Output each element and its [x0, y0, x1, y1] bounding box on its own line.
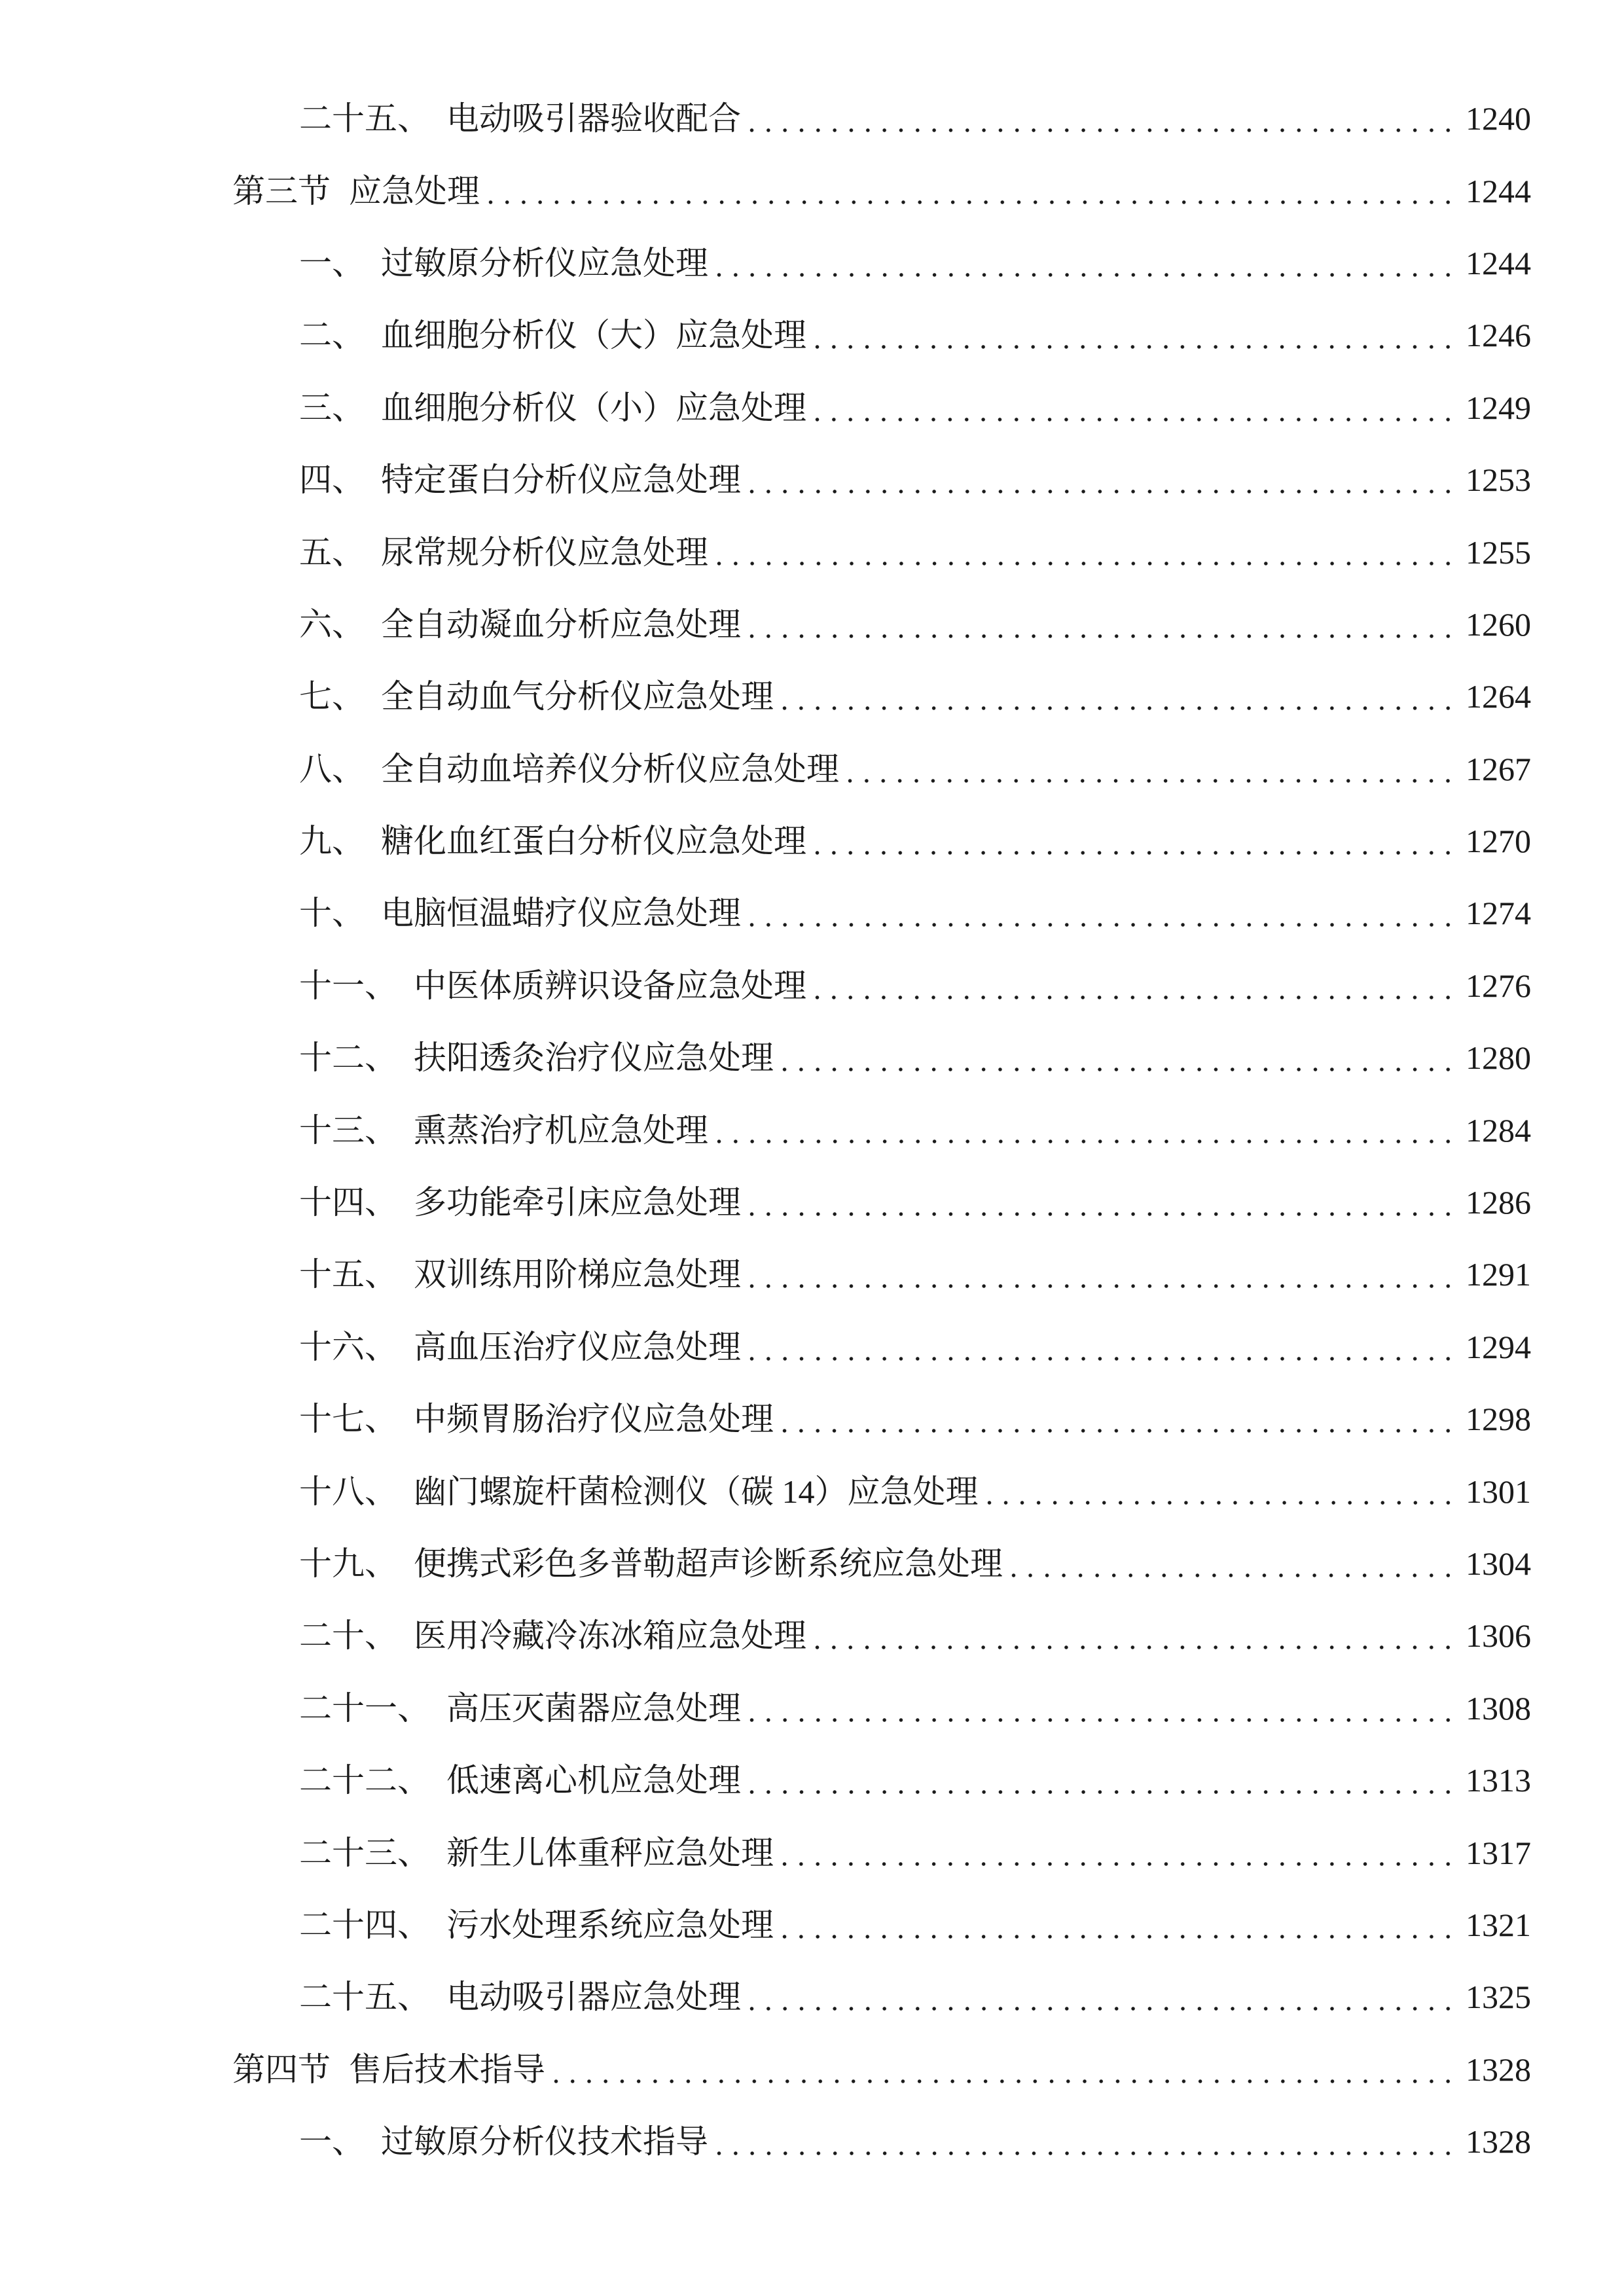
- toc-entry-page-number: 1264: [1466, 678, 1531, 715]
- dot-leader: [744, 1166, 1456, 1238]
- toc-entry-page-number: 1286: [1466, 1184, 1531, 1221]
- dot-leader: [776, 1383, 1456, 1455]
- toc-entry-number: 十九、: [299, 1545, 397, 1582]
- toc-entry-page-number: 1328: [1466, 2123, 1531, 2161]
- toc-entry[interactable]: [0, 1238, 1531, 1310]
- toc-entry-number: 十七、: [299, 1401, 397, 1438]
- toc-entry[interactable]: [0, 1383, 1531, 1455]
- dot-leader: [711, 2106, 1456, 2178]
- toc-entry-page-number: 1306: [1466, 1617, 1531, 1655]
- toc-entry-title: 医用冷藏冷冻冰箱应急处理: [414, 1617, 806, 1655]
- toc-entry[interactable]: [0, 733, 1531, 805]
- toc-entry-title: 幽门螺旋杆菌检测仪（碳 14）应急处理: [414, 1473, 979, 1510]
- toc-entry-number: 十一、: [299, 967, 397, 1004]
- toc-entry-page-number: 1240: [1466, 100, 1531, 137]
- toc-entry[interactable]: [0, 1455, 1531, 1527]
- dot-leader: [1005, 1528, 1456, 1600]
- toc-entry-number: 七、: [299, 678, 365, 715]
- toc-entry[interactable]: [0, 299, 1531, 371]
- toc-entry[interactable]: [0, 82, 1531, 154]
- toc-entry-page-number: 1291: [1466, 1256, 1531, 1293]
- toc-entry-page-number: 1270: [1466, 823, 1531, 860]
- toc-entry-number: 四、: [299, 461, 365, 499]
- toc-entry-page-number: 1255: [1466, 533, 1531, 571]
- toc-entry[interactable]: [0, 1022, 1531, 1094]
- toc-entry-title: 扶阳透灸治疗仪应急处理: [414, 1039, 774, 1077]
- dot-leader: [744, 588, 1456, 660]
- toc-entry-number: 五、: [299, 533, 365, 571]
- toc-entry-page-number: 1280: [1466, 1039, 1531, 1077]
- dot-leader: [744, 1672, 1456, 1744]
- dot-leader: [711, 516, 1456, 588]
- toc-section-heading[interactable]: [0, 2034, 1531, 2106]
- dot-leader: [776, 1889, 1456, 1961]
- toc-entry[interactable]: [0, 660, 1531, 732]
- toc-entry-number: 一、: [299, 2123, 365, 2161]
- toc-entry[interactable]: [0, 1672, 1531, 1744]
- toc-entry-title: 新生儿体重秤应急处理: [446, 1834, 774, 1871]
- toc-entry-title: 全自动血气分析仪应急处理: [381, 678, 774, 715]
- toc-entry-title: 污水处理系统应急处理: [446, 1906, 774, 1943]
- toc-entry[interactable]: [0, 588, 1531, 660]
- toc-entry-number: 二十四、: [299, 1906, 430, 1943]
- toc-entry[interactable]: [0, 1166, 1531, 1238]
- toc-entry-title: 全自动血培养仪分析仪应急处理: [381, 750, 839, 787]
- toc-entry-page-number: 1249: [1466, 389, 1531, 426]
- toc-entry-number: 十五、: [299, 1256, 397, 1293]
- toc-entry-title: 中医体质辨识设备应急处理: [414, 967, 806, 1004]
- dot-leader: [809, 950, 1456, 1022]
- toc-entry-title: 电动吸引器应急处理: [446, 1979, 741, 2016]
- toc-entry-title: 电动吸引器验收配合: [446, 100, 741, 137]
- toc-entry[interactable]: [0, 1094, 1531, 1166]
- toc-entry-page-number: 1267: [1466, 750, 1531, 787]
- toc-entry-page-number: 1274: [1466, 895, 1531, 932]
- toc-entry-number: 八、: [299, 750, 365, 787]
- dot-leader: [744, 1744, 1456, 1816]
- toc-entry[interactable]: [0, 1311, 1531, 1383]
- dot-leader: [809, 1600, 1456, 1672]
- toc-section-title: 售后技术指导: [349, 2051, 545, 2088]
- toc-entry-page-number: 1294: [1466, 1328, 1531, 1365]
- toc-entry-number: 十二、: [299, 1039, 397, 1077]
- toc-entry-title: 熏蒸治疗机应急处理: [414, 1111, 708, 1149]
- toc-entry-page-number: 1313: [1466, 1762, 1531, 1799]
- toc-entry-number: 二十五、: [299, 1979, 430, 2016]
- toc-entry-title: 便携式彩色多普勒超声诊断系统应急处理: [414, 1545, 1003, 1582]
- toc-entry-page-number: 1304: [1466, 1545, 1531, 1582]
- toc-entry-title: 尿常规分析仪应急处理: [381, 533, 708, 571]
- toc-entry-page-number: 1321: [1466, 1906, 1531, 1943]
- toc-entry-title: 全自动凝血分析应急处理: [381, 605, 741, 643]
- toc-entry-number: 二十二、: [299, 1762, 430, 1799]
- toc-entry-page-number: 1276: [1466, 967, 1531, 1004]
- toc-entry-page-number: 1246: [1466, 317, 1531, 354]
- toc-entry-title: 血细胞分析仪（小）应急处理: [381, 389, 806, 426]
- toc-entry-page-number: 1244: [1466, 244, 1531, 281]
- toc-entry-number: 二十五、: [299, 100, 430, 137]
- toc-entry-page-number: 1317: [1466, 1834, 1531, 1871]
- toc-entry-number: 二十三、: [299, 1834, 430, 1871]
- dot-leader: [711, 227, 1456, 299]
- toc-entry[interactable]: [0, 1744, 1531, 1816]
- toc-entry[interactable]: [0, 1889, 1531, 1961]
- toc-entry-number: 三、: [299, 389, 365, 426]
- toc-entry[interactable]: [0, 950, 1531, 1022]
- toc-entry-number: 二十一、: [299, 1689, 430, 1727]
- toc-entry-title: 过敏原分析仪应急处理: [381, 244, 708, 281]
- toc-section-heading[interactable]: [0, 154, 1531, 226]
- table-of-contents: [0, 82, 1531, 2178]
- toc-entry[interactable]: [0, 877, 1531, 949]
- dot-leader: [744, 1961, 1456, 2033]
- toc-section-page-number: 1328: [1466, 2051, 1531, 2088]
- dot-leader: [981, 1455, 1457, 1527]
- toc-entry-page-number: 1260: [1466, 605, 1531, 643]
- toc-entry-title: 多功能牵引床应急处理: [414, 1184, 741, 1221]
- toc-entry-title: 过敏原分析仪技术指导: [381, 2123, 708, 2161]
- toc-section-page-number: 1244: [1466, 172, 1531, 209]
- toc-section-title: 应急处理: [349, 172, 480, 209]
- toc-entry-number: 十四、: [299, 1184, 397, 1221]
- toc-entry[interactable]: [0, 1961, 1531, 2033]
- toc-entry-title: 高血压治疗仪应急处理: [414, 1328, 741, 1365]
- toc-entry-number: 十八、: [299, 1473, 397, 1510]
- dot-leader: [776, 1816, 1456, 1888]
- toc-entry-title: 糖化血红蛋白分析仪应急处理: [381, 823, 806, 860]
- toc-entry-number: 十三、: [299, 1111, 397, 1149]
- dot-leader: [842, 733, 1456, 805]
- dot-leader: [744, 1238, 1456, 1310]
- toc-entry[interactable]: [0, 227, 1531, 299]
- toc-section-number: 第三节: [232, 172, 331, 209]
- toc-entry[interactable]: [0, 1816, 1531, 1888]
- toc-entry[interactable]: [0, 516, 1531, 588]
- dot-leader: [548, 2034, 1456, 2106]
- toc-entry-title: 特定蛋白分析仪应急处理: [381, 461, 741, 499]
- dot-leader: [711, 1094, 1456, 1166]
- dot-leader: [744, 1311, 1456, 1383]
- toc-entry-title: 电脑恒温蜡疗仪应急处理: [381, 895, 741, 932]
- toc-entry[interactable]: [0, 2106, 1531, 2178]
- toc-entry-number: 十六、: [299, 1328, 397, 1365]
- dot-leader: [809, 805, 1456, 877]
- toc-entry[interactable]: [0, 372, 1531, 444]
- toc-entry-title: 低速离心机应急处理: [446, 1762, 741, 1799]
- toc-entry-page-number: 1284: [1466, 1111, 1531, 1149]
- dot-leader: [744, 877, 1456, 949]
- toc-entry-title: 高压灭菌器应急处理: [446, 1689, 741, 1727]
- toc-entry-title: 双训练用阶梯应急处理: [414, 1256, 741, 1293]
- toc-entry-page-number: 1253: [1466, 461, 1531, 499]
- dot-leader: [482, 154, 1456, 226]
- toc-entry-number: 六、: [299, 605, 365, 643]
- toc-entry[interactable]: [0, 444, 1531, 516]
- dot-leader: [744, 82, 1456, 154]
- toc-entry-page-number: 1301: [1466, 1473, 1531, 1510]
- dot-leader: [744, 444, 1456, 516]
- toc-entry-number: 二十、: [299, 1617, 397, 1655]
- dot-leader: [809, 372, 1456, 444]
- toc-entry-number: 一、: [299, 244, 365, 281]
- toc-entry-page-number: 1308: [1466, 1689, 1531, 1727]
- toc-entry-page-number: 1325: [1466, 1979, 1531, 2016]
- toc-section-number: 第四节: [232, 2051, 331, 2088]
- toc-entry-number: 九、: [299, 823, 365, 860]
- toc-entry-title: 中频胃肠治疗仪应急处理: [414, 1401, 774, 1438]
- toc-entry[interactable]: [0, 1600, 1531, 1672]
- dot-leader: [776, 660, 1456, 732]
- toc-entry[interactable]: [0, 805, 1531, 877]
- toc-entry-title: 血细胞分析仪（大）应急处理: [381, 317, 806, 354]
- dot-leader: [776, 1022, 1456, 1094]
- dot-leader: [809, 299, 1456, 371]
- toc-entry[interactable]: [0, 1528, 1531, 1600]
- toc-entry-page-number: 1298: [1466, 1401, 1531, 1438]
- toc-entry-number: 二、: [299, 317, 365, 354]
- toc-entry-number: 十、: [299, 895, 365, 932]
